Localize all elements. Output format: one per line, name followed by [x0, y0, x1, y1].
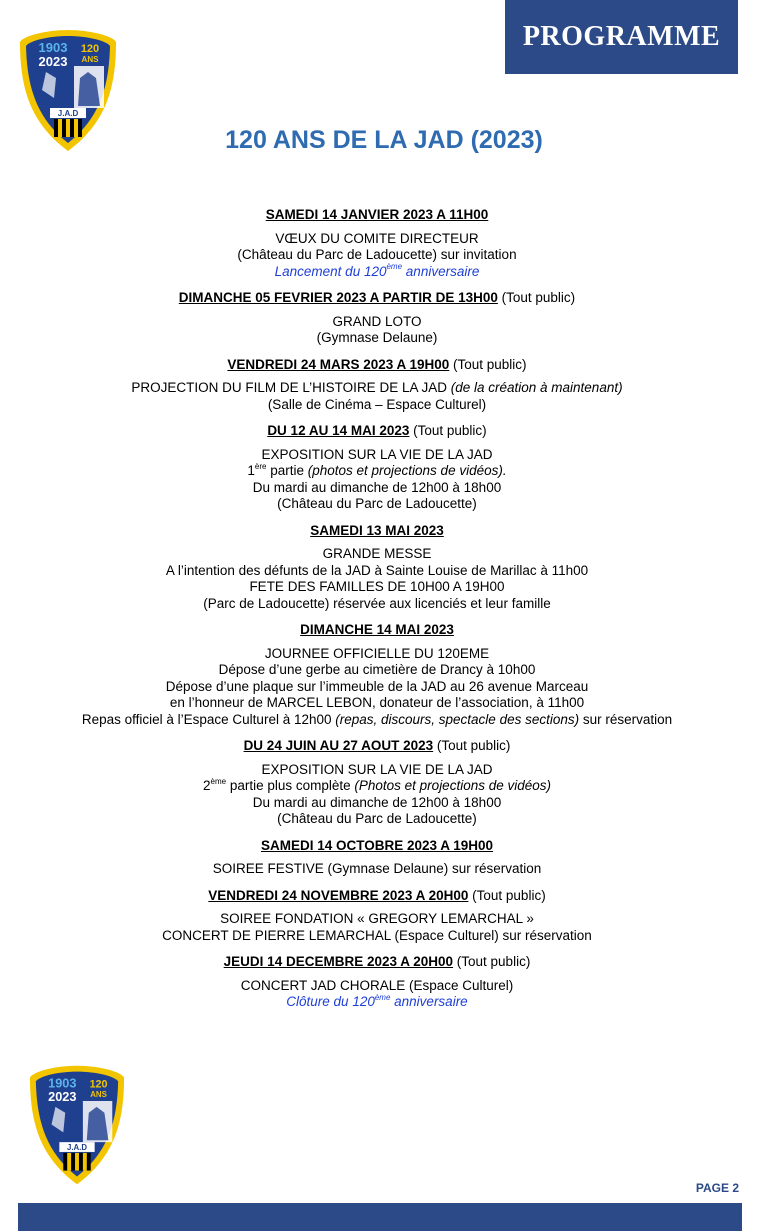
event-line: 1ère partie (photos et projections de vidéos).	[247, 461, 507, 478]
event-line: A l’intention des défunts de la JAD à Sainte Louise de Marillac à 11h00	[165, 562, 589, 578]
jad-logo-bottom	[28, 1063, 126, 1187]
logo-anniv-number: 120	[80, 43, 100, 55]
event-item	[0, 423, 754, 513]
event-line: (Parc de Ladoucette) réservée aux licenciés et leur famille	[203, 595, 551, 611]
event-item	[0, 523, 754, 613]
event-line: GRANDE MESSE	[322, 546, 432, 561]
logo-anniv-word: ANS	[90, 1090, 107, 1100]
page-title: 120 ANS DE LA JAD (2023)	[225, 126, 543, 154]
event-line: (Gymnase Delaune)	[316, 330, 438, 345]
event-item	[0, 290, 754, 347]
event-audience: (Tout public)	[433, 738, 511, 753]
event-date: SAMEDI 14 OCTOBRE 2023 A 19H00	[260, 837, 494, 853]
event-line: FETE DES FAMILLES DE 10H00 A 19H00	[249, 579, 505, 594]
event-item	[0, 838, 754, 878]
event-line: Lancement du 120ème anniversaire	[274, 262, 480, 279]
event-date: DU 12 AU 14 MAI 2023	[267, 423, 410, 438]
event-line: 2ème partie plus complète (Photos et projections de vidéos)	[202, 776, 551, 793]
event-line: SOIREE FESTIVE (Gymnase Delaune) sur réservation	[212, 861, 542, 876]
event-line: GRAND LOTO	[332, 313, 422, 329]
event-line: (Salle de Cinéma – Espace Culturel)	[267, 396, 487, 412]
events-list	[0, 207, 754, 1021]
logo-badge: J.A.D	[66, 1142, 88, 1152]
event-line: en l’honneur de MARCEL LEBON, donateur de l’association, à 11h00	[169, 695, 585, 710]
event-line: (Château du Parc de Ladoucette)	[277, 496, 477, 511]
event-line: EXPOSITION SUR LA VIE DE LA JAD	[261, 761, 493, 777]
event-date: SAMEDI 14 JANVIER 2023 A 11H00	[265, 207, 489, 222]
event-audience: (Tout public)	[468, 887, 546, 903]
event-audience: (Tout public)	[453, 954, 531, 969]
event-date: DU 24 JUIN AU 27 AOUT 2023	[243, 738, 434, 753]
event-audience: (Tout public)	[449, 356, 527, 372]
event-line: PROJECTION DU FILM DE L’HISTOIRE DE LA JAD (de la création à maintenant)	[131, 380, 623, 395]
event-date: JEUDI 14 DECEMBRE 2023 A 20H00	[223, 954, 454, 969]
footer-bar	[18, 1203, 742, 1231]
event-line: EXPOSITION SUR LA VIE DE LA JAD	[261, 446, 493, 462]
event-item	[0, 622, 754, 728]
programme-banner: PROGRAMME	[505, 0, 738, 74]
event-line: (Château du Parc de Ladoucette)	[277, 811, 477, 826]
event-date: VENDREDI 24 NOVEMBRE 2023 A 20H00	[208, 887, 469, 903]
logo-year-bottom: 2023	[38, 54, 68, 69]
event-line: VŒUX DU COMITE DIRECTEUR	[275, 230, 479, 246]
event-audience: (Tout public)	[409, 423, 487, 438]
event-line: JOURNEE OFFICIELLE DU 120EME	[264, 645, 490, 661]
logo-year-bottom: 2023	[48, 1088, 77, 1104]
event-line: CONCERT JAD CHORALE (Espace Culturel)	[240, 977, 514, 993]
page-number: PAGE 2	[695, 1181, 739, 1195]
event-line: Du mardi au dimanche de 12h00 à 18h00	[252, 794, 502, 810]
event-date: DIMANCHE 14 MAI 2023	[300, 622, 454, 637]
event-line: (Château du Parc de Ladoucette) sur invitation	[237, 247, 517, 262]
event-date: DIMANCHE 05 FEVRIER 2023 A PARTIR DE 13H00	[178, 290, 498, 305]
event-item	[0, 738, 754, 828]
event-line: Repas officiel à l’Espace Culturel à 12h00 (repas, discours, spectacle des sections) sur réservation	[81, 711, 673, 727]
event-line: Du mardi au dimanche de 12h00 à 18h00	[252, 479, 502, 495]
event-date: VENDREDI 24 MARS 2023 A 19H00	[227, 356, 450, 372]
event-date: SAMEDI 13 MAI 2023	[310, 522, 444, 538]
event-item	[0, 888, 754, 945]
event-item	[0, 207, 754, 280]
event-line: Dépose d’une gerbe au cimetière de Drancy à 10h00	[218, 662, 536, 677]
event-audience: (Tout public)	[497, 290, 576, 305]
event-line: SOIREE FONDATION « GREGORY LEMARCHAL »	[220, 911, 534, 926]
logo-anniv-number: 120	[89, 1078, 108, 1091]
event-line: CONCERT DE PIERRE LEMARCHAL (Espace Culturel) sur réservation	[162, 927, 592, 943]
event-line: Dépose d’une plaque sur l’immeuble de la JAD au 26 avenue Marceau	[165, 678, 589, 694]
logo-year-top: 1903	[38, 40, 68, 55]
event-line: Clôture du 120ème anniversaire	[286, 992, 468, 1009]
logo-year-top: 1903	[48, 1075, 77, 1091]
event-item	[0, 357, 754, 414]
logo-anniv-word: ANS	[81, 55, 99, 64]
event-item	[0, 954, 754, 1011]
logo-badge: J.A.D	[57, 109, 79, 118]
